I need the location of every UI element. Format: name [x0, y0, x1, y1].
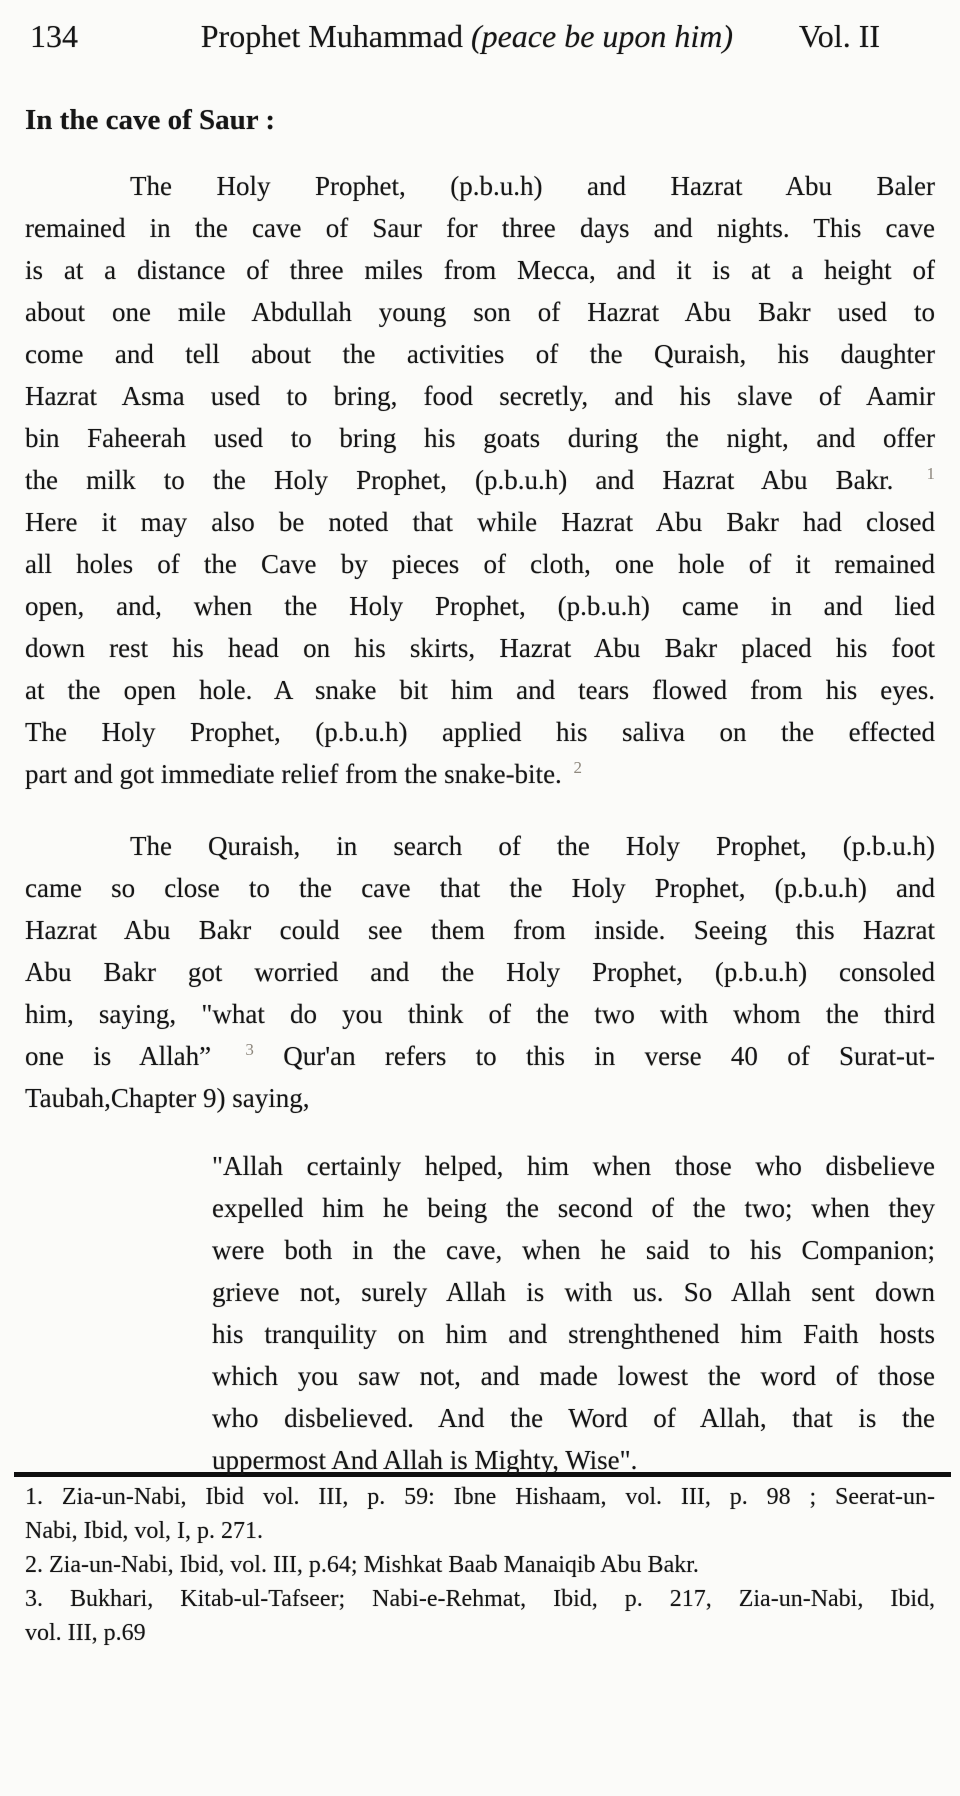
- running-title: [135, 16, 799, 56]
- text-line: came so close to the cave that the Holy Prophet, (p.b.u.h) and: [25, 873, 935, 903]
- text-line: which you saw not, and made lowest the word of those: [212, 1361, 935, 1391]
- text-line: who disbelieved. And the Word of Allah, that is the: [212, 1403, 935, 1433]
- text-line: expelled him he being the second of the two; when they: [212, 1193, 935, 1223]
- text-line: 2. Zia-un-Nabi, Ibid, vol. III, p.64; Mishkat Baab Manaiqib Abu Bakr.: [25, 1552, 699, 1578]
- text-line: were both in the cave, when he said to his Companion;: [212, 1235, 935, 1265]
- quran-quote: [212, 1145, 935, 1481]
- text-line: open, and, when the Holy Prophet, (p.b.u.h) came in and lied: [25, 591, 935, 621]
- footnote-1: [25, 1480, 935, 1548]
- text-line: vol. III, p.69: [25, 1620, 146, 1646]
- text-line: Taubah,Chapter 9) saying,: [25, 1083, 310, 1113]
- text-line: bin Faheerah used to bring his goats during the night, and offer: [25, 423, 935, 453]
- footnote-ref: 1: [926, 464, 935, 483]
- text-line: 1. Zia-un-Nabi, Ibid vol. III, p. 59: Ibne Hishaam, vol. III, p. 98 ; Seerat-un-: [25, 1484, 935, 1510]
- paragraph-1: [25, 165, 935, 795]
- section-heading: In the cave of Saur :: [25, 104, 275, 136]
- running-title-text: Prophet Muhammad: [200, 18, 471, 54]
- text-line: him, saying, "what do you think of the two with whom the third: [25, 999, 935, 1029]
- text-line: Hazrat Asma used to bring, food secretly, and his slave of Aamir: [25, 381, 935, 411]
- text-line: about one mile Abdullah young son of Hazrat Abu Bakr used to: [25, 297, 935, 327]
- footnotes: [25, 1480, 935, 1650]
- running-title-italic: (peace be upon him): [470, 18, 734, 54]
- footnote-2: [25, 1548, 935, 1582]
- text-line: Abu Bakr got worried and the Holy Prophet, (p.b.u.h) consoled: [25, 957, 935, 987]
- text-line: Here it may also be noted that while Hazrat Abu Bakr had closed: [25, 507, 935, 537]
- page-header: [0, 0, 960, 56]
- text-line: uppermost And Allah is Mighty, Wise".: [212, 1445, 638, 1475]
- footnote-ref: 2: [573, 758, 583, 777]
- paragraph-2: [25, 825, 935, 1119]
- text-line: the milk to the Holy Prophet, (p.b.u.h) and Hazrat Abu Bakr. $^1$: [25, 464, 935, 495]
- text-line: The Holy Prophet, (p.b.u.h) and Hazrat Abu Baler: [130, 171, 935, 201]
- page-number: 134: [30, 18, 78, 54]
- text-line: The Holy Prophet, (p.b.u.h) applied his saliva on the effected: [25, 717, 935, 747]
- footnote-3: [25, 1582, 935, 1650]
- text-line: 3. Bukhari, Kitab-ul-Tafseer; Nabi-e-Rehmat, Ibid, p. 217, Zia-un-Nabi, Ibid,: [25, 1586, 935, 1612]
- text-line: part and got immediate relief from the snake-bite. $^2$: [25, 758, 583, 789]
- text-line: is at a distance of three miles from Mecca, and it is at a height of: [25, 255, 935, 285]
- page-body: [0, 165, 960, 1650]
- text-line: at the open hole. A snake bit him and tears flowed from his eyes.: [25, 675, 935, 705]
- text-line: grieve not, surely Allah is with us. So Allah sent down: [212, 1277, 935, 1307]
- text-line: "Allah certainly helped, him when those who disbelieve: [212, 1151, 935, 1181]
- text-line: one is Allah” $^3$ Qur'an refers to this in verse 40 of Surat-ut-: [25, 1040, 935, 1071]
- text-line: remained in the cave of Saur for three days and nights. This cave: [25, 213, 935, 243]
- text-line: Nabi, Ibid, vol, I, p. 271.: [25, 1518, 263, 1544]
- text-line: The Quraish, in search of the Holy Prophet, (p.b.u.h): [130, 831, 935, 861]
- text-line: all holes of the Cave by pieces of cloth, one hole of it remained: [25, 549, 935, 579]
- text-line: Hazrat Abu Bakr could see them from inside. Seeing this Hazrat: [25, 915, 935, 945]
- text-line: come and tell about the activities of the Quraish, his daughter: [25, 339, 935, 369]
- text-line: his tranquility on him and strenghthened him Faith hosts: [212, 1319, 935, 1349]
- volume-label: Vol. II: [798, 18, 880, 54]
- footnote-ref: 3: [245, 1040, 254, 1059]
- text-line: down rest his head on his skirts, Hazrat Abu Bakr placed his foot: [25, 633, 935, 663]
